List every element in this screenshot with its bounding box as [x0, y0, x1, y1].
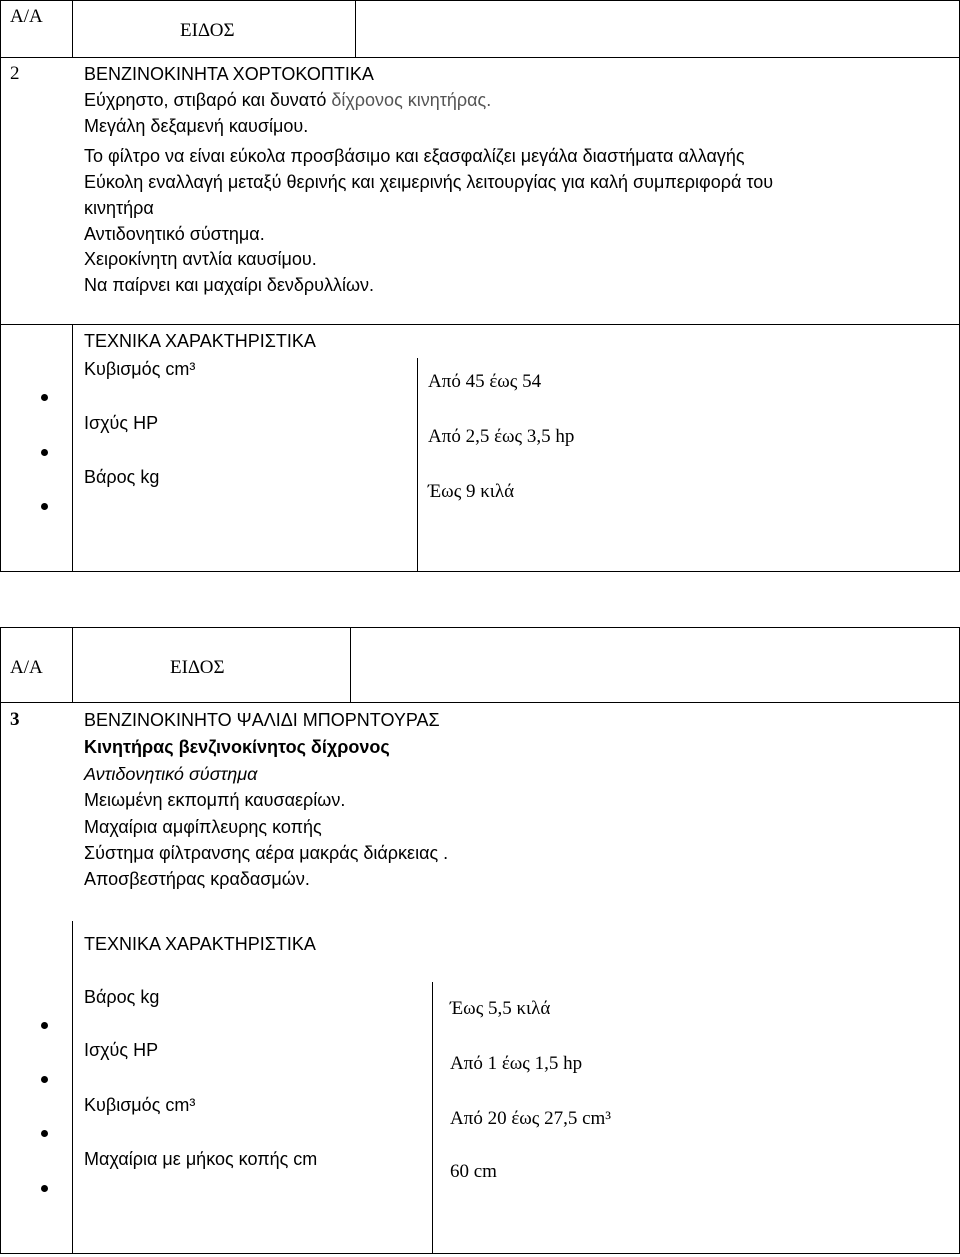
table-2-specs-heading: ΤΕΧΝΙΚΑ ΧΑΡΑΚΤΗΡΙΣΤΙΚΑ: [84, 934, 316, 954]
table-2-header-number: Α/Α: [10, 657, 43, 678]
table-1-desc-line-7: Χειροκίνητη αντλία καυσίμου.: [84, 249, 317, 269]
table-1-desc-line-1: Εύχρηστο, στιβαρό και δυνατό δίχρονος κινητήρας.: [84, 90, 492, 110]
table-2-desc-line-4: Μαχαίρια αμφίπλευρης κοπής: [84, 817, 322, 837]
table-2-desc-line-2: Αντιδονητικό σύστημα: [84, 764, 258, 784]
table-1-desc-line-4: Εύκολη εναλλαγή μεταξύ θερινής και χειμερινής λειτουργίας για καλή συμπεριφορά του: [84, 172, 774, 192]
table-1-spec-value: Έως 9 κιλά: [428, 481, 515, 502]
table-2-spec-label: Βάρος kg: [84, 987, 160, 1007]
table-2-spec-value: Από 1 έως 1,5 hp: [450, 1053, 583, 1074]
table-1-desc-line-5: κινητήρα: [84, 198, 154, 218]
table-1-spec-label: Ισχύς HP: [84, 413, 159, 433]
table-2-desc-line-6: Αποσβεστήρας κραδασμών.: [84, 869, 310, 889]
bullet-icon: [41, 1130, 48, 1137]
table-2-spec-label: Κυβισμός cm³: [84, 1095, 196, 1115]
table-1-item-title: ΒΕΝΖΙΝΟΚΙΝΗΤΑ ΧΟΡΤΟΚΟΠΤΙΚΑ: [84, 64, 374, 84]
table-2-row-number: 3: [10, 709, 20, 730]
table-2-item-title: ΒΕΝΖΙΝΟΚΙΝΗΤΟ ΨΑΛΙΔΙ ΜΠΟΡΝΤΟΥΡΑΣ: [84, 710, 440, 730]
bullet-icon: [41, 1022, 48, 1029]
bullet-icon: [41, 1185, 48, 1192]
table-1-desc-line-3: Το φίλτρο να είναι εύκολα προσβάσιμο και εξασφαλίζει μεγάλα διαστήματα αλλαγής: [84, 146, 745, 166]
table-1-desc-line-8: Να παίρνει και μαχαίρι δενδρυλλίων.: [84, 275, 375, 295]
bullet-icon: [41, 503, 48, 510]
bullet-icon: [41, 449, 48, 456]
table-1-desc-line-6: Αντιδονητικό σύστημα.: [84, 224, 265, 244]
table-2-header-kind: ΕΙΔΟΣ: [170, 657, 225, 678]
table-2-desc-line-3: Μειωμένη εκπομπή καυσαερίων.: [84, 790, 346, 810]
table-2-desc-line-5: Σύστημα φίλτρανσης αέρα μακράς διάρκειας .: [84, 843, 449, 863]
table-1-desc-line-2: Μεγάλη δεξαμενή καυσίμου.: [84, 116, 309, 136]
table-2-spec-value: Έως 5,5 κιλά: [450, 998, 551, 1019]
table-1-header-number: Α/Α: [10, 6, 43, 27]
bullet-icon: [41, 394, 48, 401]
table-2-spec-value: 60 cm: [450, 1161, 497, 1182]
bullet-icon: [41, 1076, 48, 1083]
table-1-row-number: 2: [10, 63, 20, 84]
table-1-spec-value: Από 2,5 έως 3,5 hp: [428, 426, 575, 447]
table-2-spec-value: Από 20 έως 27,5 cm³: [450, 1108, 611, 1129]
table-1-specs-heading: ΤΕΧΝΙΚΑ ΧΑΡΑΚΤΗΡΙΣΤΙΚΑ: [84, 331, 316, 351]
table-1-spec-label: Βάρος kg: [84, 467, 160, 487]
table-1-spec-label: Κυβισμός cm³: [84, 359, 196, 379]
table-2-desc-line-1: Κινητήρας βενζινοκίνητος δίχρονος: [84, 737, 390, 757]
table-2-spec-label: Μαχαίρια με μήκος κοπής cm: [84, 1149, 318, 1169]
table-1-header-kind: ΕΙΔΟΣ: [180, 20, 235, 41]
table-1-spec-value: Από 45 έως 54: [428, 371, 542, 392]
table-2-spec-label: Ισχύς HP: [84, 1040, 159, 1060]
